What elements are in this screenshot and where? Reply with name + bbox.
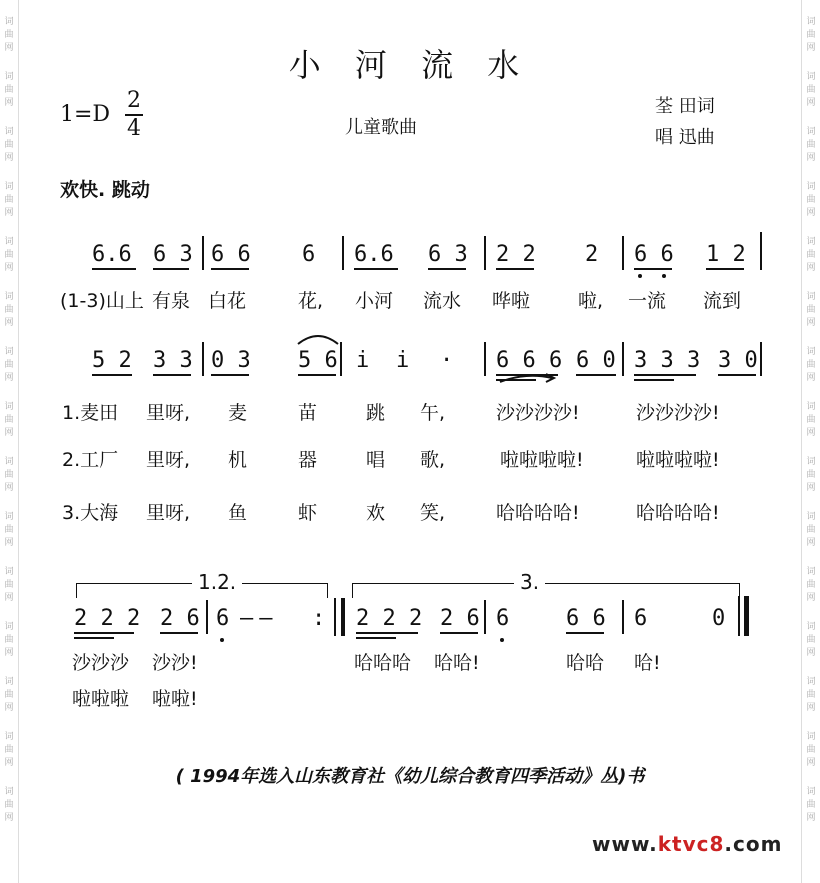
lyric-syllable: 啦啦啦: [72, 688, 130, 710]
watermark-char: 曲: [806, 30, 816, 40]
note-group: 2 6: [160, 606, 200, 631]
duration-underline: [428, 268, 466, 270]
watermark-char: 词: [806, 457, 816, 467]
watermark-char: 曲: [4, 470, 14, 480]
watermark-char: 词: [4, 512, 14, 522]
note-group: 2 6: [440, 606, 480, 631]
lyric-syllable: 哈!: [634, 652, 661, 674]
slur: [296, 330, 340, 346]
watermark-group: [806, 676, 815, 715]
note-group: 5 6: [298, 348, 338, 373]
watermark-group: [4, 236, 13, 275]
duration-underline: [153, 268, 189, 270]
lyric-syllable: 笑,: [420, 502, 446, 524]
lyric-syllable: 虾: [298, 502, 318, 524]
duration-underline: [74, 637, 114, 639]
song-title: 小 河 流 水: [288, 46, 532, 84]
duration-underline: [566, 632, 604, 634]
duration-underline: [211, 268, 249, 270]
watermark-char: 网: [806, 318, 816, 328]
right-watermark-strip: [801, 0, 820, 883]
watermark-char: 网: [4, 373, 14, 383]
watermark-char: 词: [4, 237, 14, 247]
watermark-group: [806, 181, 815, 220]
watermark-group: [806, 401, 815, 440]
lyric-syllable: 花,: [298, 290, 324, 312]
note-group: i: [356, 348, 370, 373]
lyric-syllable: 1.麦田: [62, 402, 119, 424]
note-extension: ——: [240, 606, 279, 631]
note-group: 1 2: [706, 242, 746, 267]
watermark-char: 曲: [4, 580, 14, 590]
duration-underline: [74, 632, 134, 634]
watermark-char: 网: [806, 428, 816, 438]
time-numerator: 2: [127, 88, 141, 113]
time-denominator: 4: [127, 116, 141, 141]
watermark-group: [4, 401, 13, 440]
watermark-char: 曲: [806, 690, 816, 700]
barline: [202, 342, 204, 376]
watermark-group: [806, 126, 815, 165]
watermark-char: 词: [806, 567, 816, 577]
watermark-char: 网: [806, 593, 816, 603]
watermark-group: [806, 346, 815, 385]
duration-underline: [211, 374, 249, 376]
lyric-syllable: 沙沙!: [152, 652, 198, 674]
watermark-char: 网: [4, 153, 14, 163]
watermark-char: 网: [806, 263, 816, 273]
barline: [340, 342, 342, 376]
lyric-syllable: 里呀,: [146, 402, 191, 424]
duration-underline: [634, 268, 672, 270]
watermark-char: 曲: [806, 580, 816, 590]
note-group: 6: [496, 606, 510, 631]
duration-underline: [356, 637, 396, 639]
note-group: 6: [302, 242, 316, 267]
thick-barline: [341, 598, 345, 636]
lyric-syllable: 沙沙沙沙!: [636, 402, 720, 424]
watermark-group: [4, 676, 13, 715]
lyric-syllable: 一流: [628, 290, 667, 312]
watermark-char: 网: [4, 208, 14, 218]
low-octave-dot: [662, 274, 666, 278]
watermark-char: 网: [806, 153, 816, 163]
lyric-syllable: 白花: [208, 290, 247, 312]
watermark-char: 词: [806, 72, 816, 82]
watermark-char: 词: [4, 622, 14, 632]
note-group: 6: [216, 606, 230, 631]
lyric-syllable: 沙沙沙: [72, 652, 130, 674]
low-octave-dot: [220, 638, 224, 642]
watermark-char: 曲: [4, 195, 14, 205]
watermark-group: [4, 291, 13, 330]
watermark-char: 网: [806, 373, 816, 383]
duration-underline: [356, 632, 418, 634]
final-barline-thick: [744, 596, 749, 636]
note-group: 3 0: [718, 348, 758, 373]
lyric-syllable: 哈哈哈哈!: [496, 502, 580, 524]
lyric-syllable: 歌,: [420, 449, 446, 471]
watermark-char: 网: [806, 98, 816, 108]
lyric-syllable: 唱: [366, 449, 386, 471]
duration-underline: [496, 268, 534, 270]
time-signature: [125, 88, 143, 142]
lyric-syllable: 器: [298, 449, 318, 471]
note-group: 6: [634, 606, 648, 631]
watermark-char: 网: [806, 703, 816, 713]
note-group: 6 6 6: [496, 348, 563, 373]
barline: [760, 342, 762, 376]
note-group: 6 0: [576, 348, 616, 373]
note-group: 2 2 2: [356, 606, 423, 631]
note-group: 6.6: [92, 242, 132, 267]
barline: [622, 236, 624, 270]
watermark-char: 网: [4, 98, 14, 108]
watermark-char: 网: [4, 593, 14, 603]
watermark-char: 曲: [806, 800, 816, 810]
note-group: 6 6: [634, 242, 674, 267]
watermark-group: [806, 786, 815, 825]
watermark-char: 网: [806, 758, 816, 768]
watermark-char: 词: [4, 787, 14, 797]
watermark-char: 词: [806, 512, 816, 522]
watermark-char: 网: [4, 758, 14, 768]
watermark-char: 词: [806, 732, 816, 742]
lyric-syllable: 啦啦!: [152, 688, 198, 710]
note-group: 6.6: [354, 242, 394, 267]
lyric-syllable: 啦啦啦啦!: [636, 449, 720, 471]
watermark-char: 曲: [806, 525, 816, 535]
note-group: 3 3: [153, 348, 193, 373]
lyric-syllable: 里呀,: [146, 449, 191, 471]
lyric-syllable: 哗啦: [492, 290, 531, 312]
watermark-char: 词: [4, 732, 14, 742]
watermark-char: 网: [806, 648, 816, 658]
watermark-group: [806, 291, 815, 330]
watermark-char: 曲: [4, 635, 14, 645]
watermark-group: [4, 346, 13, 385]
watermark-char: 词: [806, 677, 816, 687]
duration-underline: [153, 374, 191, 376]
watermark-char: 曲: [4, 250, 14, 260]
watermark-char: 词: [4, 182, 14, 192]
watermark-char: 词: [4, 457, 14, 467]
slur-arc: [298, 336, 338, 344]
note-group: 6 6: [566, 606, 606, 631]
genre-label: 儿童歌曲: [345, 117, 417, 138]
duration-underline: [160, 632, 198, 634]
watermark-char: 曲: [4, 690, 14, 700]
watermark-char: 词: [4, 17, 14, 27]
watermark-char: 曲: [806, 305, 816, 315]
note-group: 2 2 2: [74, 606, 141, 631]
duration-underline: [706, 268, 744, 270]
note-group: ·: [440, 348, 454, 373]
lyric-syllable: 午,: [420, 402, 446, 424]
duration-underline: [440, 632, 478, 634]
lyric-syllable: (1-3)山上: [60, 290, 144, 312]
watermark-char: 曲: [806, 195, 816, 205]
lyric-syllable: 沙沙沙沙!: [496, 402, 580, 424]
third-ending-label: 3.: [514, 570, 545, 594]
watermark-char: 网: [806, 538, 816, 548]
watermark-char: 词: [4, 402, 14, 412]
lyric-syllable: 苗: [298, 402, 318, 424]
repeat-sign: :: [312, 606, 326, 631]
duration-underline: [634, 379, 674, 381]
watermark-char: 曲: [806, 250, 816, 260]
barline: [622, 600, 624, 634]
watermark-char: 网: [806, 813, 816, 823]
watermark-char: 曲: [4, 140, 14, 150]
note-group: 6 3: [153, 242, 193, 267]
lyric-syllable: 欢: [366, 502, 386, 524]
watermark-char: 曲: [4, 745, 14, 755]
lyric-syllable: 麦: [228, 402, 248, 424]
low-octave-dot: [500, 638, 504, 642]
watermark-char: 网: [806, 208, 816, 218]
watermark-char: 网: [4, 483, 14, 493]
watermark-char: 词: [806, 402, 816, 412]
key-signature: 1=D: [60, 102, 111, 127]
barline: [202, 236, 204, 270]
lyric-syllable: 啦,: [578, 290, 604, 312]
watermark-char: 词: [4, 127, 14, 137]
note-group: i: [396, 348, 410, 373]
watermark-char: 曲: [4, 525, 14, 535]
watermark-group: [4, 786, 13, 825]
watermark-char: 网: [4, 538, 14, 548]
watermark-char: 网: [806, 483, 816, 493]
note-group: 5 2: [92, 348, 132, 373]
watermark-char: 曲: [806, 745, 816, 755]
watermark-char: 词: [806, 347, 816, 357]
lyric-syllable: 哈哈: [566, 652, 605, 674]
watermark-char: 曲: [806, 635, 816, 645]
watermark-char: 词: [4, 72, 14, 82]
ornament-arc: [500, 376, 552, 382]
barline: [484, 342, 486, 376]
lyric-syllable: 流水: [423, 290, 462, 312]
duration-underline: [718, 374, 756, 376]
barline: [342, 236, 344, 270]
watermark-char: 词: [806, 182, 816, 192]
watermark-char: 曲: [806, 140, 816, 150]
lyric-syllable: 小河: [355, 290, 394, 312]
watermark-char: 曲: [806, 470, 816, 480]
final-barline-thin: [738, 596, 740, 636]
watermark-char: 词: [4, 677, 14, 687]
watermark-char: 曲: [4, 305, 14, 315]
watermark-group: [4, 181, 13, 220]
watermark-group: [4, 566, 13, 605]
watermark-char: 曲: [806, 415, 816, 425]
lyric-syllable: 哈哈!: [434, 652, 480, 674]
duration-underline: [92, 268, 136, 270]
lyric-syllable: 哈哈哈哈!: [636, 502, 720, 524]
lyric-syllable: 鱼: [228, 502, 248, 524]
watermark-char: 词: [806, 127, 816, 137]
watermark-char: 曲: [806, 85, 816, 95]
low-octave-dot: [638, 274, 642, 278]
barline: [760, 232, 762, 270]
note-group: 0: [712, 606, 726, 631]
site-url: [592, 832, 782, 856]
watermark-char: 曲: [4, 30, 14, 40]
tempo-marking: 欢快. 跳动: [60, 179, 150, 201]
first-ending-label: 1.2.: [192, 570, 242, 594]
watermark-char: 网: [4, 263, 14, 273]
watermark-group: [806, 566, 815, 605]
watermark-char: 词: [806, 787, 816, 797]
lyric-syllable: 啦啦啦啦!: [500, 449, 584, 471]
lyric-syllable: 机: [228, 449, 248, 471]
watermark-group: [4, 511, 13, 550]
third-ending-bracket: [352, 583, 740, 598]
note-group: 0 3: [211, 348, 251, 373]
lyric-syllable: 哈哈哈: [354, 652, 412, 674]
watermark-group: [806, 456, 815, 495]
watermark-char: 网: [4, 318, 14, 328]
lyricist-credit: 荃 田词: [655, 96, 715, 117]
watermark-char: 曲: [4, 800, 14, 810]
duration-underline: [576, 374, 616, 376]
watermark-char: 曲: [4, 415, 14, 425]
barline: [622, 342, 624, 376]
watermark-group: [4, 621, 13, 660]
watermark-group: [806, 236, 815, 275]
duration-underline: [634, 374, 696, 376]
watermark-char: 词: [806, 622, 816, 632]
watermark-char: 曲: [4, 85, 14, 95]
watermark-char: 词: [806, 17, 816, 27]
watermark-char: 网: [4, 703, 14, 713]
url-suffix: .com: [724, 832, 783, 856]
left-watermark-strip: [0, 0, 19, 883]
watermark-char: 词: [806, 237, 816, 247]
watermark-group: [4, 456, 13, 495]
watermark-char: 网: [4, 428, 14, 438]
lyric-syllable: 跳: [366, 402, 386, 424]
watermark-char: 网: [4, 813, 14, 823]
watermark-char: 词: [4, 292, 14, 302]
lyric-syllable: 流到: [703, 290, 742, 312]
watermark-char: 曲: [4, 360, 14, 370]
watermark-char: 网: [4, 43, 14, 53]
watermark-char: 网: [806, 43, 816, 53]
ornament: [496, 368, 562, 386]
barline: [334, 598, 336, 636]
lyric-syllable: 2.工厂: [62, 449, 119, 471]
barline: [484, 236, 486, 270]
duration-underline: [354, 268, 398, 270]
url-prefix: www.: [592, 832, 658, 856]
duration-underline: [92, 374, 132, 376]
duration-underline: [298, 374, 336, 376]
lyric-syllable: 里呀,: [146, 502, 191, 524]
note-group: 6 3: [428, 242, 468, 267]
watermark-char: 网: [4, 648, 14, 658]
watermark-group: [806, 511, 815, 550]
barline: [206, 600, 208, 634]
watermark-char: 词: [806, 292, 816, 302]
barline: [484, 600, 486, 634]
watermark-group: [806, 621, 815, 660]
watermark-char: 词: [4, 347, 14, 357]
note-group: 2 2: [496, 242, 536, 267]
lyric-syllable: 3.大海: [62, 502, 119, 524]
watermark-char: 曲: [806, 360, 816, 370]
note-group: 3 3 3: [634, 348, 701, 373]
lyric-syllable: 有泉: [152, 290, 191, 312]
watermark-group: [4, 126, 13, 165]
composer-credit: 唱 迅曲: [655, 127, 715, 148]
url-brand: ktvc8: [657, 832, 725, 856]
watermark-char: 词: [4, 567, 14, 577]
publication-note: ( 1994年选入山东教育社《幼儿综合教育四季活动》丛)书: [175, 766, 645, 787]
note-group: 2: [585, 242, 599, 267]
note-group: 6 6: [211, 242, 251, 267]
